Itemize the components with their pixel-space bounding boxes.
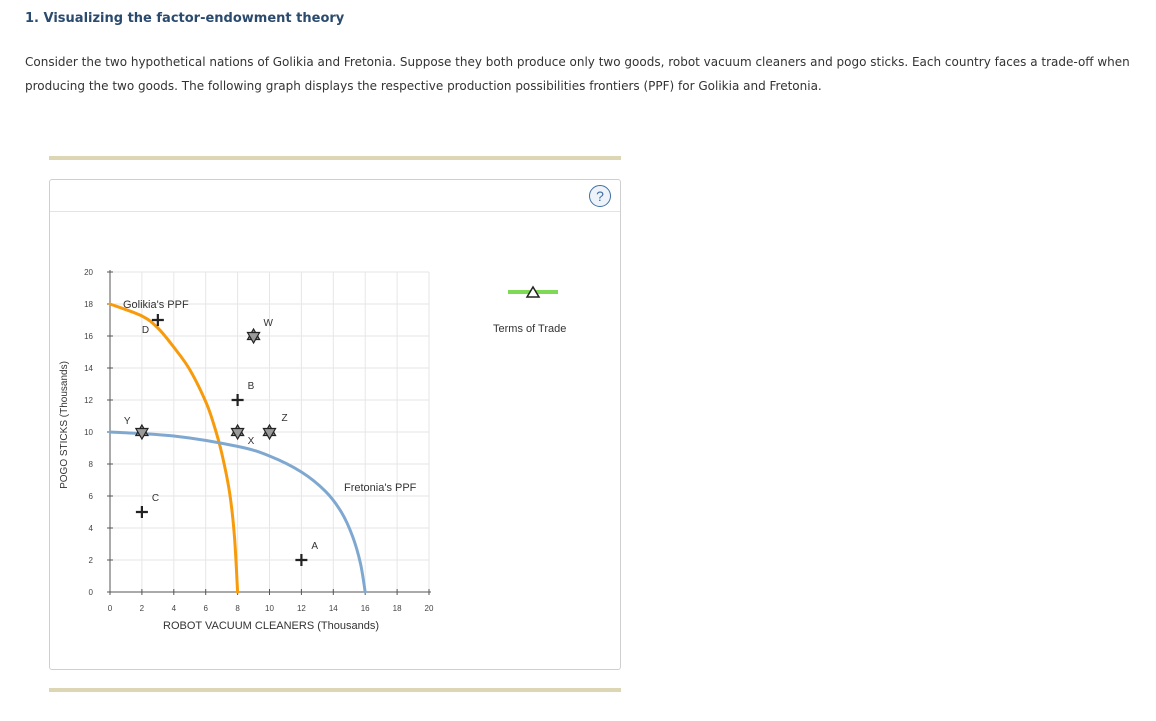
y-tick-label: 16 bbox=[84, 332, 93, 341]
point-a-label: A bbox=[311, 541, 319, 552]
x-tick-label: 8 bbox=[235, 604, 240, 613]
x-tick-label: 14 bbox=[328, 604, 338, 613]
ppf-chart[interactable] bbox=[50, 180, 620, 669]
graph-panel bbox=[49, 179, 621, 670]
x-tick-label: 20 bbox=[424, 604, 434, 613]
y-tick-label: 18 bbox=[84, 300, 93, 309]
x-tick-label: 0 bbox=[107, 604, 113, 613]
point-c-cross-icon bbox=[136, 506, 148, 518]
question-title: 1. Visualizing the factor-endowment theory bbox=[25, 11, 345, 26]
x-tick-label: 16 bbox=[360, 604, 370, 613]
terms-of-trade-legend[interactable] bbox=[493, 287, 566, 335]
x-tick-label: 10 bbox=[265, 604, 274, 613]
series-label-fretonia: Fretonia's PPF bbox=[344, 482, 417, 494]
x-tick-label: 4 bbox=[171, 604, 177, 613]
y-tick-label: 10 bbox=[84, 428, 93, 437]
series-label-golikia: Golikia's PPF bbox=[123, 299, 189, 311]
point-a-cross-icon bbox=[295, 554, 307, 566]
help-icon[interactable]: ? bbox=[589, 185, 611, 207]
y-tick-label: 6 bbox=[88, 492, 93, 501]
point-w-label: W bbox=[263, 318, 274, 329]
chart-axes bbox=[84, 268, 434, 613]
y-tick-label: 4 bbox=[88, 524, 93, 533]
x-tick-label: 2 bbox=[139, 604, 145, 613]
x-tick-label: 18 bbox=[392, 604, 402, 613]
point-b-label: B bbox=[247, 381, 255, 392]
point-b-cross-icon bbox=[232, 394, 244, 406]
y-tick-label: 14 bbox=[84, 364, 93, 373]
point-z-label: Z bbox=[281, 413, 288, 424]
x-tick-label: 12 bbox=[296, 604, 306, 613]
question-body: Consider the two hypothetical nations of Golikia and Fretonia. Suppose they both produce only two goods, robot vacuum cleaners and pogo sticks. Each country faces a trade-off when producing the two goods. The following graph displays the respective production possibilities frontiers (PPF) for Golikia and Fretonia. bbox=[25, 55, 1130, 93]
terms-of-trade-label: Terms of Trade bbox=[493, 323, 567, 335]
y-axis-label: POGO STICKS (Thousands) bbox=[59, 361, 70, 489]
point-c-label: C bbox=[151, 493, 160, 504]
y-tick-label: 2 bbox=[88, 556, 93, 565]
point-x-label: X bbox=[247, 436, 255, 447]
y-tick-label: 8 bbox=[88, 460, 93, 469]
y-tick-label: 12 bbox=[84, 396, 93, 405]
x-axis-label: ROBOT VACUUM CLEANERS (Thousands) bbox=[163, 620, 379, 632]
y-tick-label: 0 bbox=[88, 588, 93, 597]
point-y-label: Y bbox=[123, 416, 131, 427]
top-divider bbox=[49, 156, 621, 160]
y-tick-label: 20 bbox=[84, 268, 93, 277]
bottom-divider bbox=[49, 688, 621, 692]
x-tick-label: 6 bbox=[203, 604, 208, 613]
point-d-label: D bbox=[141, 325, 150, 336]
